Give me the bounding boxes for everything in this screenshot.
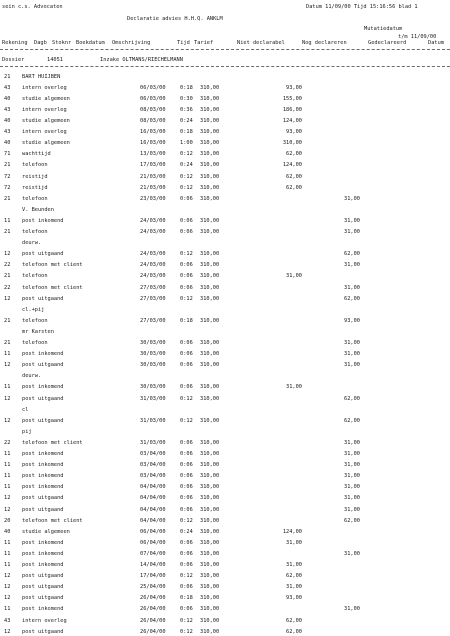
entry-time: 0:18 [180,595,193,602]
entry-time: 0:06 [180,473,193,480]
entry-description: reistijd [22,173,48,180]
entry-time: 0:12 [180,173,193,180]
entry-rate: 310,00 [200,140,220,147]
entry-date: 06/03/00 [140,84,166,91]
entry-rate: 310,00 [200,317,220,324]
entry-date: 16/03/00 [140,140,166,147]
entry-date: 31/03/00 [140,439,166,446]
entry-rate: 310,00 [200,473,220,480]
not-declarable-amount: 186,00 [282,106,302,113]
entry-description: reistijd [22,184,48,191]
entry-time: 0:06 [180,195,193,202]
to-declare-amount: 31,00 [344,550,360,557]
to-declare-amount: 31,00 [344,462,360,469]
entry-time: 0:24 [180,118,193,124]
entry-time: 0:06 [180,550,193,557]
mutation-date-label: Mutatiedatum [364,26,403,32]
activity-code: 11 [4,473,11,480]
entry-rate: 310,00 [200,284,220,291]
to-declare-amount: 31,00 [344,362,360,369]
to-declare-amount: 31,00 [344,340,360,346]
entry-rate: 310,00 [200,295,220,302]
entry-rate: 310,00 [200,251,220,258]
entry-time: 0:06 [180,506,193,513]
activity-code: 43 [4,617,11,624]
entry-date: 17/04/00 [140,573,166,580]
entry-description: post inkomend [22,539,64,546]
entry-time: 0:12 [180,617,193,624]
entry-rate: 310,00 [200,195,220,202]
to-declare-amount: 31,00 [344,606,360,613]
not-declarable-amount: 31,00 [286,384,302,391]
entry-description: post uitgaand [22,395,64,402]
to-declare-amount: 93,00 [344,317,360,324]
entry-rate: 310,00 [200,151,220,158]
activity-code: 72 [4,184,11,191]
activity-code: 12 [4,395,11,402]
to-declare-amount: 31,00 [344,195,360,202]
activity-code: 11 [4,606,11,613]
entry-rate: 310,00 [200,118,220,124]
entry-date: 04/04/00 [140,495,166,502]
entry-rate: 310,00 [200,173,220,180]
entry-rate: 310,00 [200,606,220,613]
activity-code: 11 [4,562,11,568]
col-header-gedeclareerd: Gedeclareerd [368,40,407,46]
entry-rate: 310,00 [200,628,220,635]
header-rule [0,49,450,50]
entry-date: 16/03/00 [140,129,166,136]
entry-time: 0:06 [180,562,193,568]
activity-code: 12 [4,251,11,258]
col-header-nog-declareren: Nog declareren [302,40,347,46]
entry-time: 0:06 [180,584,193,591]
entry-time: 0:12 [180,517,193,524]
entry-date: 23/03/00 [140,195,166,202]
entry-rate: 310,00 [200,417,220,424]
not-declarable-amount: 62,00 [286,173,302,180]
entry-time: 0:36 [180,106,193,113]
entry-date: 27/03/00 [140,284,166,291]
to-declare-amount: 31,00 [344,229,360,235]
to-declare-amount: 31,00 [344,451,360,457]
entry-time: 0:24 [180,528,193,535]
entry-date: 30/03/00 [140,384,166,391]
entry-rate: 310,00 [200,184,220,191]
entry-description: telefoon [22,317,48,324]
entry-date: 06/04/00 [140,539,166,546]
activity-code: 12 [4,506,11,513]
entry-description: BART HUIJBEN [22,73,61,80]
activity-code: 21 [4,229,11,235]
not-declarable-amount: 93,00 [286,84,302,91]
to-declare-amount: 31,00 [344,284,360,291]
activity-code: 43 [4,84,11,91]
to-declare-amount: 31,00 [344,351,360,358]
entry-description: post uitgaand [22,506,64,513]
entry-time: 0:06 [180,495,193,502]
entry-date: 24/03/00 [140,262,166,269]
entry-rate: 310,00 [200,384,220,391]
to-declare-amount: 31,00 [344,495,360,502]
activity-code: 12 [4,573,11,580]
entry-time: 0:06 [180,439,193,446]
entry-description: deurw. [22,240,42,247]
entry-date: 03/04/00 [140,462,166,469]
entry-description: post inkomend [22,384,64,391]
entry-description: intern overleg [22,129,67,136]
entry-date: 26/04/00 [140,617,166,624]
entry-date: 08/03/00 [140,106,166,113]
entry-description: telefoon [22,340,48,346]
dossier-number: 14051 [47,57,63,63]
entry-description: post uitgaand [22,628,64,635]
entry-time: 0:12 [180,417,193,424]
report-title: Declaratie advies H.H.Q. ANKLM [127,16,223,22]
entry-description: post inkomend [22,351,64,358]
entry-rate: 310,00 [200,362,220,369]
entry-description: post inkomend [22,606,64,613]
entry-rate: 310,00 [200,562,220,568]
entry-rate: 310,00 [200,528,220,535]
to-declare-amount: 31,00 [344,217,360,224]
activity-code: 22 [4,262,11,269]
entry-date: 25/04/00 [140,584,166,591]
entry-description: post uitgaand [22,584,64,591]
entry-time: 0:18 [180,129,193,136]
col-header-omschrijving: Omschrijving [112,40,151,46]
entry-description: studie algemeen [22,528,70,535]
entry-time: 0:06 [180,539,193,546]
dossier-description: Inzake OLTMANS/RIECHELMANN [100,57,183,63]
activity-code: 12 [4,295,11,302]
entry-time: 0:06 [180,351,193,358]
activity-code: 20 [4,517,11,524]
col-header-dagb: Dagb [34,40,47,46]
entry-time: 0:12 [180,573,193,580]
entry-time: 1:00 [180,140,193,147]
dossier-rule [0,66,450,67]
entry-date: 03/04/00 [140,451,166,457]
entry-date: 26/04/00 [140,595,166,602]
entry-time: 0:18 [180,84,193,91]
entry-date: 24/03/00 [140,251,166,258]
period-range: t/m 11/09/00 [398,34,437,40]
entry-date: 24/03/00 [140,273,166,280]
entry-rate: 310,00 [200,162,220,169]
activity-code: 21 [4,273,11,280]
entry-description: studie algemeen [22,95,70,102]
to-declare-amount: 62,00 [344,417,360,424]
to-declare-amount: 31,00 [344,506,360,513]
not-declarable-amount: 62,00 [286,151,302,158]
entry-rate: 310,00 [200,439,220,446]
entry-rate: 310,00 [200,506,220,513]
entry-date: 13/03/00 [140,151,166,158]
entry-description: telefoon [22,195,48,202]
entry-description: post inkomend [22,217,64,224]
entry-time: 0:06 [180,340,193,346]
entry-date: 04/04/00 [140,517,166,524]
entry-rate: 310,00 [200,550,220,557]
entry-description: intern overleg [22,617,67,624]
entry-time: 0:06 [180,451,193,457]
entry-description: cl.+pij [22,306,45,313]
entry-time: 0:06 [180,484,193,491]
print-date-line: Datum 11/09/00 Tijd 15:16:56 blad 1 [306,4,418,10]
entry-date: 27/03/00 [140,295,166,302]
activity-code: 21 [4,195,11,202]
to-declare-amount: 62,00 [344,517,360,524]
not-declarable-amount: 62,00 [286,184,302,191]
to-declare-amount: 62,00 [344,251,360,258]
activity-code: 21 [4,317,11,324]
entry-date: 14/04/00 [140,562,166,568]
entry-description: telefoon met client [22,284,83,291]
entry-date: 30/03/00 [140,351,166,358]
entry-description: intern overleg [22,84,67,91]
entry-description: telefoon met client [22,262,83,269]
col-header-tarief: Tarief [194,40,214,46]
activity-code: 11 [4,351,11,358]
not-declarable-amount: 93,00 [286,129,302,136]
entry-description: post uitgaand [22,362,64,369]
entry-description: post uitgaand [22,295,64,302]
activity-code: 71 [4,151,11,158]
activity-code: 40 [4,140,11,147]
entry-description: post inkomend [22,451,64,457]
to-declare-amount: 31,00 [344,484,360,491]
entry-time: 0:24 [180,162,193,169]
entry-time: 0:12 [180,151,193,158]
entry-rate: 310,00 [200,495,220,502]
entry-date: 31/03/00 [140,395,166,402]
entry-date: 03/04/00 [140,473,166,480]
entry-rate: 310,00 [200,229,220,235]
entry-time: 0:06 [180,362,193,369]
entry-time: 0:06 [180,273,193,280]
entry-time: 0:12 [180,184,193,191]
activity-code: 11 [4,462,11,469]
entry-date: 04/04/00 [140,506,166,513]
entry-rate: 310,00 [200,84,220,91]
entry-description: cl [22,406,29,413]
entry-date: 24/03/00 [140,229,166,235]
entry-description: mr Karsten [22,328,54,335]
entry-rate: 310,00 [200,573,220,580]
activity-code: 12 [4,584,11,591]
entry-date: 06/04/00 [140,528,166,535]
entry-description: studie algemeen [22,140,70,147]
entry-rate: 310,00 [200,340,220,346]
entry-date: 08/03/00 [140,118,166,124]
col-header-stoknr: Stoknr [52,40,72,46]
not-declarable-amount: 62,00 [286,628,302,635]
entry-description: telefoon [22,273,48,280]
activity-code: 12 [4,495,11,502]
not-declarable-amount: 31,00 [286,273,302,280]
col-header-rekening: Rekening [2,40,28,46]
entry-time: 0:06 [180,262,193,269]
col-header-tijd: Tijd [177,40,190,46]
entry-rate: 310,00 [200,517,220,524]
activity-code: 43 [4,129,11,136]
activity-code: 11 [4,484,11,491]
not-declarable-amount: 62,00 [286,573,302,580]
dossier-label: Dossier [2,57,25,63]
entry-rate: 310,00 [200,351,220,358]
entry-description: intern overleg [22,106,67,113]
entry-date: 17/03/00 [140,162,166,169]
entry-rate: 310,00 [200,95,220,102]
col-header-niet-declarabel: Niet declarabel [237,40,285,46]
entry-date: 30/03/00 [140,340,166,346]
entry-description: pij [22,428,32,435]
entry-description: telefoon [22,162,48,169]
entry-rate: 310,00 [200,262,220,269]
entry-time: 0:06 [180,462,193,469]
activity-code: 72 [4,173,11,180]
entry-description: telefoon met client [22,517,83,524]
entry-description: telefoon met client [22,439,83,446]
entry-date: 30/03/00 [140,362,166,369]
entry-rate: 310,00 [200,395,220,402]
entry-description: V. Beunden [22,206,54,213]
entry-time: 0:12 [180,295,193,302]
entry-description: post inkomend [22,462,64,469]
entry-time: 0:06 [180,217,193,224]
not-declarable-amount: 31,00 [286,539,302,546]
to-declare-amount: 31,00 [344,473,360,480]
activity-code: 22 [4,439,11,446]
entry-rate: 310,00 [200,106,220,113]
entry-description: post uitgaand [22,417,64,424]
col-header-datum: Datum [428,40,444,46]
entry-rate: 310,00 [200,462,220,469]
entry-description: studie algemeen [22,118,70,124]
entry-description: post uitgaand [22,595,64,602]
activity-code: 11 [4,539,11,546]
entry-date: 31/03/00 [140,417,166,424]
entry-description: post inkomend [22,550,64,557]
entry-date: 24/03/00 [140,217,166,224]
entry-time: 0:06 [180,606,193,613]
entry-rate: 310,00 [200,129,220,136]
activity-code: 40 [4,95,11,102]
not-declarable-amount: 124,00 [282,528,302,535]
entry-rate: 310,00 [200,451,220,457]
activity-code: 12 [4,628,11,635]
entry-description: deurw. [22,373,42,380]
entry-rate: 310,00 [200,273,220,280]
activity-code: 40 [4,528,11,535]
entry-time: 0:06 [180,229,193,235]
activity-code: 22 [4,284,11,291]
to-declare-amount: 62,00 [344,295,360,302]
not-declarable-amount: 93,00 [286,595,302,602]
entry-date: 04/04/00 [140,484,166,491]
to-declare-amount: 31,00 [344,439,360,446]
entry-rate: 310,00 [200,595,220,602]
not-declarable-amount: 124,00 [282,118,302,124]
not-declarable-amount: 310,00 [282,140,302,147]
activity-code: 11 [4,550,11,557]
entry-time: 0:06 [180,384,193,391]
entry-description: post uitgaand [22,495,64,502]
activity-code: 40 [4,118,11,124]
not-declarable-amount: 31,00 [286,584,302,591]
entry-date: 26/04/00 [140,606,166,613]
entry-date: 27/03/00 [140,317,166,324]
entry-rate: 310,00 [200,217,220,224]
entry-description: post uitgaand [22,573,64,580]
activity-code: 21 [4,162,11,169]
activity-code: 11 [4,217,11,224]
col-header-boekdatum: Boekdatum [76,40,105,46]
entry-date: 06/03/00 [140,95,166,102]
not-declarable-amount: 62,00 [286,617,302,624]
entry-time: 0:12 [180,395,193,402]
to-declare-amount: 31,00 [344,262,360,269]
entry-time: 0:12 [180,628,193,635]
activity-code: 11 [4,384,11,391]
entry-time: 0:30 [180,95,193,102]
entry-date: 21/03/00 [140,173,166,180]
entry-date: 21/03/00 [140,184,166,191]
not-declarable-amount: 155,00 [282,95,302,102]
entry-description: post inkomend [22,562,64,568]
not-declarable-amount: 31,00 [286,562,302,568]
activity-code: 43 [4,106,11,113]
not-declarable-amount: 124,00 [282,162,302,169]
entry-rate: 310,00 [200,617,220,624]
entry-rate: 310,00 [200,484,220,491]
entry-date: 26/04/00 [140,628,166,635]
entry-time: 0:12 [180,251,193,258]
entry-time: 0:18 [180,317,193,324]
activity-code: 11 [4,451,11,457]
entry-description: wachttijd [22,151,51,158]
entry-time: 0:06 [180,284,193,291]
entry-description: telefoon [22,229,48,235]
activity-code: 12 [4,362,11,369]
to-declare-amount: 62,00 [344,395,360,402]
firm-name: sein c.s. Advocaten [2,4,63,10]
activity-code: 12 [4,417,11,424]
entry-date: 07/04/00 [140,550,166,557]
activity-code: 21 [4,340,11,346]
activity-code: 12 [4,595,11,602]
entry-description: post inkomend [22,484,64,491]
entry-description: post uitgaand [22,251,64,258]
activity-code: 21 [4,73,11,80]
entry-rate: 310,00 [200,539,220,546]
entry-description: post inkomend [22,473,64,480]
entry-rate: 310,00 [200,584,220,591]
